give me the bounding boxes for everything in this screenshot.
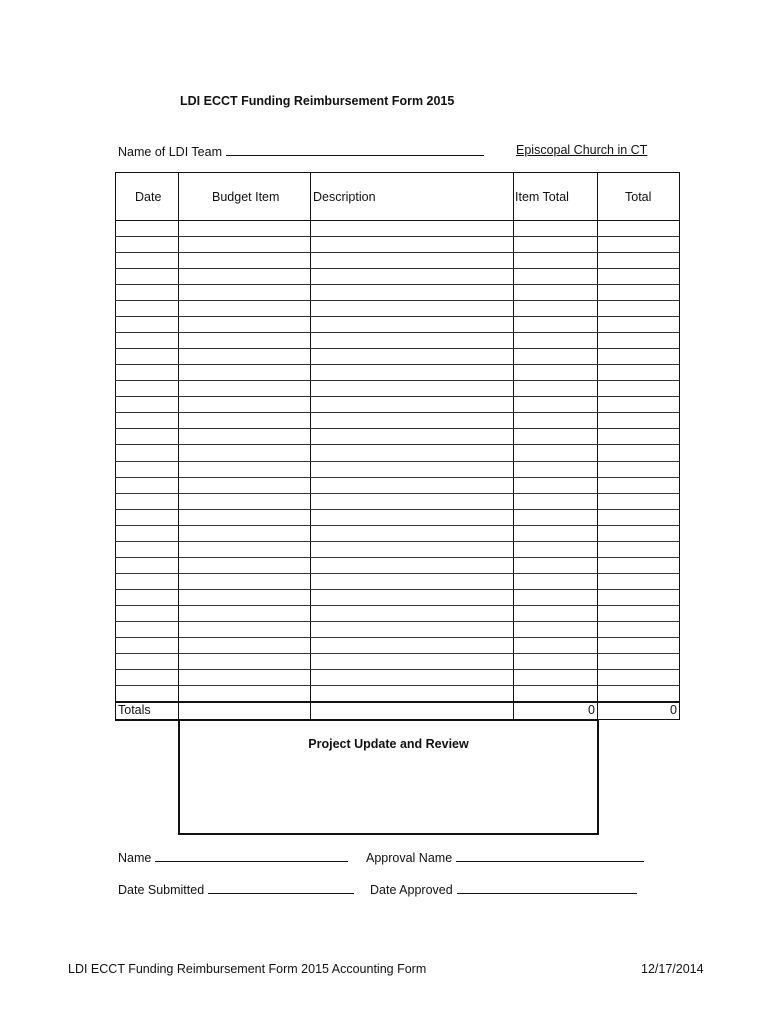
row-divider xyxy=(115,396,680,397)
row-divider xyxy=(115,252,680,253)
row-divider xyxy=(115,236,680,237)
row-divider xyxy=(115,605,680,606)
row-divider xyxy=(115,444,680,445)
date-approved-field[interactable] xyxy=(457,881,637,894)
totals-label: Totals xyxy=(118,703,151,717)
total-sum: 0 xyxy=(670,703,677,717)
header-total: Total xyxy=(625,190,652,204)
project-review-box[interactable] xyxy=(178,719,599,835)
table-border-bottom xyxy=(115,719,179,721)
date-submitted-line xyxy=(118,881,354,897)
team-name-line xyxy=(118,143,484,159)
name-field[interactable] xyxy=(155,849,348,862)
row-divider xyxy=(115,316,680,317)
header-item-total: Item Total xyxy=(515,190,569,204)
form-title: LDI ECCT Funding Reimbursement Form 2015 xyxy=(180,94,455,108)
name-signature-line xyxy=(118,849,348,865)
footer-date: 12/17/2014 xyxy=(641,962,704,976)
row-divider xyxy=(115,348,680,349)
row-divider xyxy=(115,284,680,285)
header-description: Description xyxy=(313,190,376,204)
row-divider xyxy=(115,589,680,590)
date-approved-label: Date Approved xyxy=(370,883,453,897)
item-total-sum: 0 xyxy=(588,703,595,717)
header-divider xyxy=(115,220,680,221)
row-divider xyxy=(115,621,680,622)
row-divider xyxy=(115,428,680,429)
row-divider xyxy=(115,669,680,670)
name-label: Name xyxy=(118,851,152,865)
header-date: Date xyxy=(135,190,162,204)
row-divider xyxy=(115,573,680,574)
totals-divider xyxy=(115,701,680,703)
row-divider xyxy=(115,364,680,365)
row-divider xyxy=(115,509,680,510)
review-title: Project Update and Review xyxy=(308,737,469,751)
reimbursement-table xyxy=(115,172,680,720)
row-divider xyxy=(115,461,680,462)
row-divider xyxy=(115,412,680,413)
table-border-top xyxy=(115,172,680,173)
organization-name: Episcopal Church in CT xyxy=(516,143,648,157)
row-divider xyxy=(115,637,680,638)
approval-name-line xyxy=(366,849,644,865)
row-divider xyxy=(115,557,680,558)
row-divider xyxy=(115,541,680,542)
row-divider xyxy=(115,380,680,381)
team-name-field[interactable] xyxy=(226,143,484,156)
row-divider xyxy=(115,300,680,301)
row-divider xyxy=(115,525,680,526)
row-divider xyxy=(115,332,680,333)
header-budget-item: Budget Item xyxy=(212,190,280,204)
team-name-label: Name of LDI Team xyxy=(118,145,222,159)
row-divider xyxy=(115,477,680,478)
date-submitted-label: Date Submitted xyxy=(118,883,205,897)
date-approved-line xyxy=(370,881,637,897)
row-divider xyxy=(115,268,680,269)
row-divider xyxy=(115,685,680,686)
approval-name-field[interactable] xyxy=(456,849,644,862)
row-divider xyxy=(115,653,680,654)
approval-name-label: Approval Name xyxy=(366,851,453,865)
footer-form-name: LDI ECCT Funding Reimbursement Form 2015 Accounting Form xyxy=(68,962,427,976)
row-divider xyxy=(115,493,680,494)
date-submitted-field[interactable] xyxy=(208,881,354,894)
